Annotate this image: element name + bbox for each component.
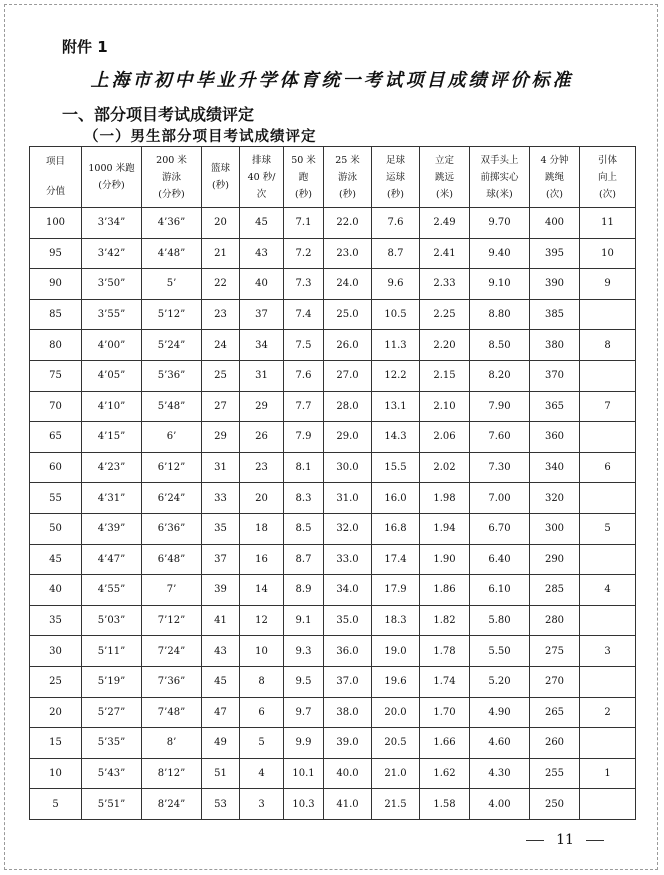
- table-cell: 1.78: [420, 636, 470, 667]
- header-cell-1000m: 1000 米跑 (分秒): [82, 147, 142, 208]
- table-cell: 6’36”: [142, 513, 202, 544]
- table-row: [30, 483, 636, 514]
- table-cell: 5’48”: [142, 391, 202, 422]
- table-cell: 9.5: [284, 666, 324, 697]
- table-cell: 265: [530, 697, 580, 728]
- table-cell: 11: [580, 208, 636, 239]
- table-cell: 270: [530, 666, 580, 697]
- table-cell: 9.7: [284, 697, 324, 728]
- header-cell-rope-skipping: 4 分钟 跳绳 (次): [530, 147, 580, 208]
- table-cell: 8.50: [470, 330, 530, 361]
- table-cell: 15.5: [372, 452, 420, 483]
- table-cell: 26: [240, 422, 284, 453]
- table-cell: 7’: [142, 575, 202, 606]
- table-cell: 7’12”: [142, 605, 202, 636]
- table-cell: 1.82: [420, 605, 470, 636]
- table-cell: 22: [202, 269, 240, 300]
- header-cell-25m-swim: 25 米 游泳 (秒): [324, 147, 372, 208]
- table-cell: 9.1: [284, 605, 324, 636]
- table-cell: 13.1: [372, 391, 420, 422]
- table-cell: 10.5: [372, 299, 420, 330]
- table-cell: 7.6: [284, 360, 324, 391]
- score-cell: 30: [30, 636, 82, 667]
- table-cell: 290: [530, 544, 580, 575]
- table-cell: 23: [240, 452, 284, 483]
- section-heading: 一、部分项目考试成绩评定: [62, 105, 255, 124]
- table-cell: 53: [202, 789, 240, 820]
- table-row: [30, 513, 636, 544]
- header-cell-pull-up: 引体 向上 (次): [580, 147, 636, 208]
- table-cell: 31.0: [324, 483, 372, 514]
- table-cell: 4.30: [470, 758, 530, 789]
- table-cell: 19.0: [372, 636, 420, 667]
- score-cell: 35: [30, 605, 82, 636]
- table-cell: 20: [240, 483, 284, 514]
- table-cell: 18: [240, 513, 284, 544]
- table-cell: 2.41: [420, 238, 470, 269]
- table-cell: 6: [580, 452, 636, 483]
- table-cell: 24.0: [324, 269, 372, 300]
- table-cell: 4: [240, 758, 284, 789]
- table-cell: 12: [240, 605, 284, 636]
- table-row: [30, 452, 636, 483]
- score-cell: 45: [30, 544, 82, 575]
- table-cell: 380: [530, 330, 580, 361]
- table-cell: 3’55”: [82, 299, 142, 330]
- header-cell-basketball: 篮球 (秒): [202, 147, 240, 208]
- score-cell: 70: [30, 391, 82, 422]
- table-cell: 300: [530, 513, 580, 544]
- table-cell: 9: [580, 269, 636, 300]
- table-cell: 5’27”: [82, 697, 142, 728]
- table-cell: 40.0: [324, 758, 372, 789]
- table-cell: 11.3: [372, 330, 420, 361]
- table-cell: 5’36”: [142, 360, 202, 391]
- table-cell: 6: [240, 697, 284, 728]
- table-cell: 4’39”: [82, 513, 142, 544]
- table-cell: 36.0: [324, 636, 372, 667]
- table-cell: 6.70: [470, 513, 530, 544]
- table-cell: 1.90: [420, 544, 470, 575]
- table-cell: 29: [240, 391, 284, 422]
- table-cell: 34: [240, 330, 284, 361]
- table-cell: 43: [240, 238, 284, 269]
- attachment-label: 附件 1: [62, 38, 108, 56]
- table-cell: 260: [530, 728, 580, 759]
- score-cell: 65: [30, 422, 82, 453]
- table-row: [30, 789, 636, 820]
- table-cell: 8’12”: [142, 758, 202, 789]
- table-cell: 1.62: [420, 758, 470, 789]
- table-cell: 7.9: [284, 422, 324, 453]
- table-cell: 2.25: [420, 299, 470, 330]
- table-cell: [580, 666, 636, 697]
- table-cell: 43: [202, 636, 240, 667]
- table-cell: 5’11”: [82, 636, 142, 667]
- table-cell: 35: [202, 513, 240, 544]
- score-cell: 25: [30, 666, 82, 697]
- score-standard-table: [29, 146, 636, 820]
- page-dash-right: [586, 840, 604, 841]
- table-row: [30, 422, 636, 453]
- table-cell: [580, 299, 636, 330]
- table-cell: 5’03”: [82, 605, 142, 636]
- table-cell: 7’36”: [142, 666, 202, 697]
- table-cell: 390: [530, 269, 580, 300]
- score-cell: 50: [30, 513, 82, 544]
- table-cell: 5’51”: [82, 789, 142, 820]
- table-cell: 33: [202, 483, 240, 514]
- table-cell: 285: [530, 575, 580, 606]
- table-cell: 8.20: [470, 360, 530, 391]
- table-cell: 7.3: [284, 269, 324, 300]
- table-row: [30, 208, 636, 239]
- table-cell: 6’12”: [142, 452, 202, 483]
- table-cell: 24: [202, 330, 240, 361]
- table-cell: 2.20: [420, 330, 470, 361]
- table-cell: 5.50: [470, 636, 530, 667]
- table-cell: 18.3: [372, 605, 420, 636]
- table-row: [30, 330, 636, 361]
- table-cell: 4’00”: [82, 330, 142, 361]
- table-header-row: [30, 147, 636, 208]
- table-cell: 23: [202, 299, 240, 330]
- table-cell: 4’48”: [142, 238, 202, 269]
- table-cell: 1.98: [420, 483, 470, 514]
- page-number-text: 11: [556, 832, 574, 848]
- table-cell: 6’24”: [142, 483, 202, 514]
- page-number: [500, 832, 630, 848]
- document-title: 上海市初中毕业升学体育统一考试项目成绩评价标准: [90, 70, 574, 91]
- table-cell: 16.8: [372, 513, 420, 544]
- table-cell: 41: [202, 605, 240, 636]
- table-cell: 7.60: [470, 422, 530, 453]
- table-cell: 23.0: [324, 238, 372, 269]
- table-cell: 8.80: [470, 299, 530, 330]
- table-cell: 3’42”: [82, 238, 142, 269]
- table-cell: 1: [580, 758, 636, 789]
- table-cell: 8: [240, 666, 284, 697]
- table-cell: 340: [530, 452, 580, 483]
- table-cell: 3: [580, 636, 636, 667]
- table-cell: 250: [530, 789, 580, 820]
- table-cell: 39.0: [324, 728, 372, 759]
- table-cell: 51: [202, 758, 240, 789]
- table-cell: 5’: [142, 269, 202, 300]
- table-cell: 45: [202, 666, 240, 697]
- score-cell: 80: [30, 330, 82, 361]
- table-cell: 17.9: [372, 575, 420, 606]
- table-cell: 9.6: [372, 269, 420, 300]
- table-cell: 1.86: [420, 575, 470, 606]
- table-cell: 8’: [142, 728, 202, 759]
- table-cell: 3: [240, 789, 284, 820]
- table-cell: 34.0: [324, 575, 372, 606]
- table-cell: 7.30: [470, 452, 530, 483]
- table-cell: [580, 728, 636, 759]
- table-cell: 39: [202, 575, 240, 606]
- table-cell: 7: [580, 391, 636, 422]
- table-row: [30, 728, 636, 759]
- table-cell: 7.6: [372, 208, 420, 239]
- table-cell: 31: [240, 360, 284, 391]
- table-cell: 7’48”: [142, 697, 202, 728]
- header-cell-football: 足球 运球 (秒): [372, 147, 420, 208]
- table-cell: 4’47”: [82, 544, 142, 575]
- table-cell: 6’: [142, 422, 202, 453]
- table-cell: 2.33: [420, 269, 470, 300]
- table-cell: 4’55”: [82, 575, 142, 606]
- table-cell: 37: [202, 544, 240, 575]
- table-cell: 2.15: [420, 360, 470, 391]
- score-cell: 55: [30, 483, 82, 514]
- table-cell: 9.40: [470, 238, 530, 269]
- table-cell: 27.0: [324, 360, 372, 391]
- table-cell: 32.0: [324, 513, 372, 544]
- header-cell-50m: 50 米 跑 (秒): [284, 147, 324, 208]
- header-cell-200m-swim: 200 米 游泳 (分秒): [142, 147, 202, 208]
- table-cell: 3’50”: [82, 269, 142, 300]
- header-corner-cell: [30, 147, 82, 208]
- table-cell: 40: [240, 269, 284, 300]
- table-row: [30, 544, 636, 575]
- table-cell: 5’35”: [82, 728, 142, 759]
- table-cell: 1.70: [420, 697, 470, 728]
- table-cell: 25: [202, 360, 240, 391]
- table-cell: 28.0: [324, 391, 372, 422]
- table-cell: 16: [240, 544, 284, 575]
- score-cell: 95: [30, 238, 82, 269]
- table-cell: 7’24”: [142, 636, 202, 667]
- table-cell: 4.60: [470, 728, 530, 759]
- table-row: [30, 575, 636, 606]
- table-cell: 27: [202, 391, 240, 422]
- table-cell: 20: [202, 208, 240, 239]
- table-cell: 385: [530, 299, 580, 330]
- table-row: [30, 391, 636, 422]
- table-cell: 7.90: [470, 391, 530, 422]
- table-cell: 7.1: [284, 208, 324, 239]
- table-cell: 280: [530, 605, 580, 636]
- table-cell: 38.0: [324, 697, 372, 728]
- table-cell: 14.3: [372, 422, 420, 453]
- table-cell: 30.0: [324, 452, 372, 483]
- table-row: [30, 636, 636, 667]
- table-cell: 1.66: [420, 728, 470, 759]
- table-cell: 21.0: [372, 758, 420, 789]
- table-cell: [580, 360, 636, 391]
- table-cell: 5.80: [470, 605, 530, 636]
- header-cell-volleyball: 排球 40 秒/ 次: [240, 147, 284, 208]
- header-cell-medicine-ball: 双手头上 前掷实心 球(米): [470, 147, 530, 208]
- table-cell: 6’48”: [142, 544, 202, 575]
- table-cell: 8.5: [284, 513, 324, 544]
- table-cell: 2.10: [420, 391, 470, 422]
- table-cell: 41.0: [324, 789, 372, 820]
- table-cell: 5’24”: [142, 330, 202, 361]
- corner-item-label: 项目: [45, 156, 65, 167]
- table-cell: 7.4: [284, 299, 324, 330]
- table-cell: 5’43”: [82, 758, 142, 789]
- table-cell: 4’31”: [82, 483, 142, 514]
- table-cell: 3’34”: [82, 208, 142, 239]
- table-cell: 16.0: [372, 483, 420, 514]
- table-cell: 320: [530, 483, 580, 514]
- corner-score-label: 分值: [45, 186, 65, 197]
- table-cell: 2.02: [420, 452, 470, 483]
- table-cell: 5.20: [470, 666, 530, 697]
- table-cell: 4’15”: [82, 422, 142, 453]
- table-cell: 1.74: [420, 666, 470, 697]
- table-cell: 20.5: [372, 728, 420, 759]
- score-cell: 60: [30, 452, 82, 483]
- table-cell: 29: [202, 422, 240, 453]
- table-cell: 8.3: [284, 483, 324, 514]
- table-cell: 19.6: [372, 666, 420, 697]
- table-cell: [580, 544, 636, 575]
- table-cell: 7.5: [284, 330, 324, 361]
- table-cell: 275: [530, 636, 580, 667]
- score-cell: 90: [30, 269, 82, 300]
- table-cell: 5: [240, 728, 284, 759]
- table-cell: 26.0: [324, 330, 372, 361]
- table-cell: 4’10”: [82, 391, 142, 422]
- table-cell: 8.9: [284, 575, 324, 606]
- table-cell: 37.0: [324, 666, 372, 697]
- table-cell: 10.1: [284, 758, 324, 789]
- score-cell: 75: [30, 360, 82, 391]
- table-cell: [580, 789, 636, 820]
- header-cell-long-jump: 立定 跳远 (米): [420, 147, 470, 208]
- table-cell: 20.0: [372, 697, 420, 728]
- table-cell: 2: [580, 697, 636, 728]
- table-cell: 9.10: [470, 269, 530, 300]
- table-row: [30, 697, 636, 728]
- table-cell: 22.0: [324, 208, 372, 239]
- table-cell: 21.5: [372, 789, 420, 820]
- table-cell: 1.58: [420, 789, 470, 820]
- table-cell: [580, 605, 636, 636]
- table-cell: 7.2: [284, 238, 324, 269]
- score-cell: 100: [30, 208, 82, 239]
- table-cell: 9.3: [284, 636, 324, 667]
- table-cell: 25.0: [324, 299, 372, 330]
- score-cell: 20: [30, 697, 82, 728]
- score-cell: 10: [30, 758, 82, 789]
- table-row: [30, 666, 636, 697]
- table-cell: 10: [580, 238, 636, 269]
- table-cell: 5’19”: [82, 666, 142, 697]
- table-cell: [580, 422, 636, 453]
- table-cell: 9.9: [284, 728, 324, 759]
- score-cell: 40: [30, 575, 82, 606]
- table-cell: 8’24”: [142, 789, 202, 820]
- score-cell: 15: [30, 728, 82, 759]
- table-cell: 7.7: [284, 391, 324, 422]
- table-cell: 8.1: [284, 452, 324, 483]
- score-cell: 5: [30, 789, 82, 820]
- table-cell: 400: [530, 208, 580, 239]
- table-cell: 8: [580, 330, 636, 361]
- table-row: [30, 238, 636, 269]
- table-cell: 6.10: [470, 575, 530, 606]
- table-cell: 49: [202, 728, 240, 759]
- table-cell: 35.0: [324, 605, 372, 636]
- table-cell: 37: [240, 299, 284, 330]
- table-cell: 2.06: [420, 422, 470, 453]
- table-cell: 4.90: [470, 697, 530, 728]
- table-cell: 10.3: [284, 789, 324, 820]
- table-cell: 365: [530, 391, 580, 422]
- page-dash-left: [526, 840, 544, 841]
- table-cell: 4: [580, 575, 636, 606]
- table-cell: 4’36”: [142, 208, 202, 239]
- table-cell: 2.49: [420, 208, 470, 239]
- table-cell: 21: [202, 238, 240, 269]
- table-cell: 31: [202, 452, 240, 483]
- table-cell: 17.4: [372, 544, 420, 575]
- table-row: [30, 299, 636, 330]
- score-cell: 85: [30, 299, 82, 330]
- table-cell: 4’23”: [82, 452, 142, 483]
- table-cell: 14: [240, 575, 284, 606]
- table-cell: 8.7: [284, 544, 324, 575]
- table-cell: 4’05”: [82, 360, 142, 391]
- table-cell: 47: [202, 697, 240, 728]
- table-cell: 395: [530, 238, 580, 269]
- subsection-heading: （一）男生部分项目考试成绩评定: [84, 128, 317, 145]
- table-cell: 6.40: [470, 544, 530, 575]
- table-row: [30, 758, 636, 789]
- table-body: [30, 208, 636, 820]
- table-cell: 8.7: [372, 238, 420, 269]
- table-cell: 1.94: [420, 513, 470, 544]
- table-row: [30, 269, 636, 300]
- table-cell: 45: [240, 208, 284, 239]
- table-cell: 4.00: [470, 789, 530, 820]
- table-cell: 10: [240, 636, 284, 667]
- table-cell: 29.0: [324, 422, 372, 453]
- table-cell: 370: [530, 360, 580, 391]
- table-cell: 255: [530, 758, 580, 789]
- table-cell: 5: [580, 513, 636, 544]
- table-cell: 5’12”: [142, 299, 202, 330]
- table-row: [30, 605, 636, 636]
- table-cell: 33.0: [324, 544, 372, 575]
- table-cell: 9.70: [470, 208, 530, 239]
- table-cell: 360: [530, 422, 580, 453]
- table-cell: [580, 483, 636, 514]
- table-cell: 12.2: [372, 360, 420, 391]
- table-cell: 7.00: [470, 483, 530, 514]
- table-row: [30, 360, 636, 391]
